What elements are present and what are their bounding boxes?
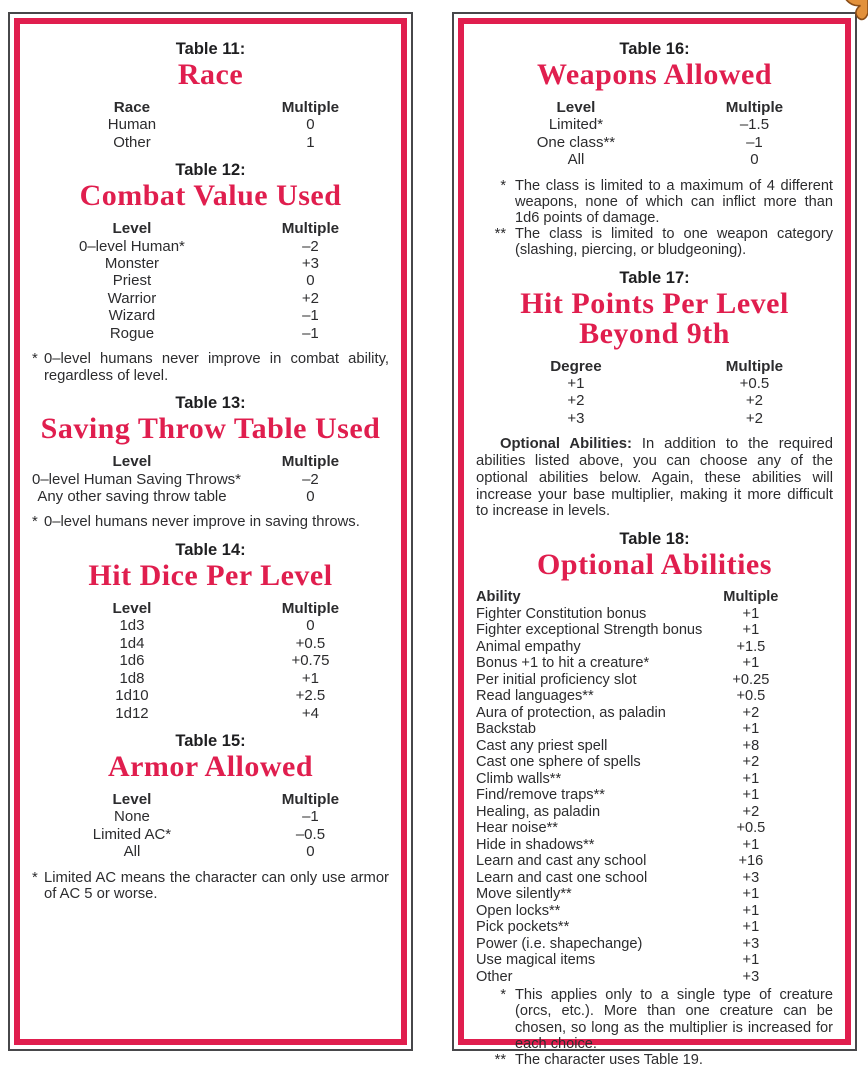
table-cell-label: +2: [567, 392, 585, 410]
table-row: [476, 952, 833, 969]
table-cell-value: +1: [742, 836, 760, 853]
table-cell-value: –1: [302, 808, 319, 826]
table-label: Table 14:: [175, 541, 246, 560]
table-title-line: Hit Dice Per Level: [88, 559, 333, 593]
table-section: [32, 160, 389, 342]
column-header-right: Multiple: [723, 589, 779, 606]
table-header-row: [32, 453, 389, 470]
table-title: [32, 561, 389, 591]
table-cell-label: Aura of protection, as paladin: [476, 704, 666, 721]
table-cell-value: +1: [742, 605, 760, 622]
column-header-right: Multiple: [281, 453, 340, 471]
table-row: [476, 853, 833, 870]
table-cell-value: +4: [301, 704, 319, 722]
table-cell-value: –1.5: [739, 116, 770, 134]
table-header-row: [32, 600, 389, 617]
table-row: [476, 622, 833, 639]
table-cell-label: Warrior: [107, 289, 157, 307]
column-header-right: Multiple: [725, 99, 784, 116]
table-cell-label: Read languages**: [476, 688, 594, 705]
table-label: Table 18:: [619, 530, 690, 549]
table-row: [32, 325, 389, 342]
table-cell-label: Monster: [104, 255, 160, 273]
footnote-marker: **: [494, 1052, 506, 1068]
table-cell-value: +1: [742, 787, 760, 804]
footnote-block: [32, 870, 389, 903]
table-row: [476, 116, 833, 133]
table-cell-value: +1: [742, 721, 760, 738]
column-header-right: Multiple: [725, 357, 784, 375]
table-cell-label: 1d12: [115, 704, 149, 722]
footnote-marker: *: [32, 351, 38, 368]
table-cell-value: +1: [742, 886, 760, 903]
table-cell-label: Pick pockets**: [476, 919, 570, 936]
table-label: Table 16:: [619, 40, 690, 58]
table-cell-value: –2: [302, 470, 319, 488]
table-cell-label: Other: [476, 968, 513, 985]
table-cell-label: Fighter Constitution bonus: [476, 605, 647, 622]
table-section: [476, 268, 833, 428]
table-cell-value: +2: [742, 754, 760, 771]
column-header-left: Level: [112, 600, 152, 618]
table-cell-label: Limited AC*: [92, 825, 172, 843]
column-header-left: Level: [112, 790, 152, 808]
table-cell-label: 1d8: [119, 669, 145, 687]
table-title-line: Weapons Allowed: [536, 58, 773, 91]
table-cell-label: 1d10: [115, 687, 149, 705]
table-cell-value: –1: [302, 307, 319, 325]
table-title-line: Beyond 9th: [579, 316, 730, 350]
table-cell-value: +1: [301, 669, 319, 687]
table-cell-value: +1: [742, 902, 760, 919]
footnote-text: 0–level humans never improve in combat ability, regardless of level.: [44, 351, 389, 384]
table-row: [476, 771, 833, 788]
left-column-content: [32, 39, 389, 903]
table-row: [476, 134, 833, 151]
table-header-row: [476, 358, 833, 375]
table-row: [476, 936, 833, 953]
footnote-block: [476, 178, 833, 259]
table-cell-label: Learn and cast any school: [476, 853, 647, 870]
footnote-marker: *: [32, 869, 38, 886]
table-cell-label: Use magical items: [476, 952, 596, 969]
table-header-row: [476, 589, 833, 606]
table-cell-value: –2: [302, 237, 319, 255]
table-cell-label: 0–level Human*: [79, 237, 185, 255]
table-cell-value: +2.5: [295, 687, 326, 705]
footnote-marker: *: [500, 177, 506, 194]
body-paragraph: [476, 436, 833, 520]
footnote: [32, 870, 389, 903]
table-row: [476, 151, 833, 168]
table-title: [476, 60, 833, 90]
table-row: [476, 837, 833, 854]
footnote-text: This applies only to a single type of creature (orcs, etc.). More than one creature can be chosen, so long as the multiplier is increased for each choice.: [515, 987, 833, 1052]
table-cell-label: Rogue: [109, 324, 155, 342]
table-cell-label: 1d6: [119, 652, 145, 670]
table-row: [476, 787, 833, 804]
table-row: [476, 410, 833, 427]
table-row: [32, 134, 389, 151]
table-row: [476, 820, 833, 837]
table-cell-label: Bonus +1 to hit a creature*: [476, 655, 650, 672]
table-cell-label: Hear noise**: [476, 820, 558, 837]
footnote: [476, 987, 833, 1052]
table-row: [476, 705, 833, 722]
table-cell-label: 1d3: [119, 617, 145, 635]
footnote-marker: *: [500, 987, 506, 1004]
corner-illustration-shape: [845, 0, 868, 19]
footnote: [32, 351, 389, 384]
table-title-line: Armor Allowed: [107, 749, 314, 783]
table-row: [32, 238, 389, 255]
table-row: [476, 392, 833, 409]
column-header-left: Level: [556, 99, 596, 116]
table-cell-value: +2: [745, 392, 763, 410]
column-header-right: Multiple: [281, 790, 340, 808]
table-title: [32, 749, 389, 783]
table-title: [32, 60, 389, 90]
table-row: [32, 635, 389, 652]
table-cell-value: –0.5: [295, 825, 326, 843]
table-cell-value: +1: [742, 919, 760, 936]
table-title-line: Saving Throw Table Used: [40, 412, 381, 446]
table-title: [32, 181, 389, 211]
right-column-content: [476, 39, 833, 1068]
table-cell-value: +0.5: [736, 820, 766, 837]
table-cell-label: Limited*: [548, 116, 604, 134]
table-row: [476, 886, 833, 903]
footnote-block: [32, 351, 389, 384]
table-cell-label: Priest: [112, 272, 152, 290]
table-cell-label: Fighter exceptional Strength bonus: [476, 622, 703, 639]
table-cell-value: +0.75: [291, 652, 330, 670]
table-row: [476, 639, 833, 656]
table-cell-value: 1: [306, 133, 315, 151]
table-row: [32, 307, 389, 324]
table-section: [32, 540, 389, 722]
table-header-row: [32, 220, 389, 237]
table-cell-label: Find/remove traps**: [476, 787, 605, 804]
table-cell-value: +0.5: [295, 634, 326, 652]
footnote-marker: *: [32, 514, 38, 531]
footnote: [476, 1052, 833, 1068]
table-cell-value: 0: [306, 617, 315, 635]
table-row: [32, 272, 389, 289]
table-cell-value: +0.25: [732, 671, 770, 688]
table-title: [476, 550, 833, 580]
table-cell-label: Backstab: [476, 721, 537, 738]
table-cell-value: +1: [742, 655, 760, 672]
table-cell-value: +0.5: [739, 375, 770, 393]
table-section: [476, 39, 833, 169]
table-cell-value: +2: [301, 289, 319, 307]
table-title-line: Combat Value Used: [79, 179, 342, 213]
table-label: Table 17:: [619, 268, 690, 287]
paragraph-lead: Optional Abilities:: [500, 436, 632, 453]
table-cell-label: Per initial proficiency slot: [476, 671, 637, 688]
table-row: [476, 606, 833, 623]
table-row: [476, 721, 833, 738]
table-cell-label: All: [123, 843, 141, 861]
table-label: Table 13:: [175, 394, 246, 413]
table-cell-value: +16: [738, 853, 764, 870]
footnote-text: Limited AC means the character can only use armor of AC 5 or worse.: [44, 869, 389, 903]
table-cell-value: +1: [742, 622, 760, 639]
table-row: [32, 705, 389, 722]
table-title: [32, 414, 389, 444]
footnote: [32, 514, 389, 531]
table-section: [32, 731, 389, 861]
table-cell-value: +1: [742, 952, 760, 969]
table-row: [476, 919, 833, 936]
table-cell-label: Hide in shadows**: [476, 836, 595, 853]
column-header-left: Ability: [476, 589, 521, 606]
paragraph-text: In addition to the required abilities listed above, you can choose any of the optional abilities below. Again, these abilities will increase your base multiplier, making it more difficult to increase in levels.: [476, 436, 833, 520]
table-cell-label: Learn and cast one school: [476, 869, 648, 886]
footnote-text: The class is limited to a maximum of 4 different weapons, none of which can inflict more than 1d6 points of damage.: [515, 177, 833, 227]
table-row: [32, 652, 389, 669]
table-cell-label: Move silently**: [476, 886, 572, 903]
table-cell-value: –1: [746, 133, 763, 151]
table-row: [476, 969, 833, 986]
table-row: [32, 670, 389, 687]
column-header-right: Multiple: [281, 600, 340, 618]
table-cell-label: Other: [113, 133, 151, 151]
table-header-row: [32, 99, 389, 116]
table-row: [32, 471, 389, 488]
table-row: [32, 843, 389, 860]
table-cell-label: Cast any priest spell: [476, 737, 608, 754]
table-cell-label: All: [567, 151, 585, 169]
table-cell-value: +2: [745, 409, 763, 427]
table-cell-label: Cast one sphere of spells: [476, 754, 641, 771]
table-title: [476, 286, 833, 350]
right-panel-frame: [458, 18, 851, 1068]
table-title-line: Optional Abilities: [537, 548, 772, 582]
table-title-line: Race: [177, 58, 244, 91]
table-row: [476, 688, 833, 705]
table-cell-value: 0: [306, 843, 315, 861]
column-header-right: Multiple: [281, 99, 340, 116]
column-header-left: Level: [112, 453, 152, 471]
column-header-right: Multiple: [281, 220, 340, 238]
footnote-block: [32, 514, 389, 531]
table-cell-label: Climb walls**: [476, 770, 562, 787]
table-row: [476, 738, 833, 755]
footnote-marker: **: [494, 226, 506, 243]
table-cell-value: +3: [742, 935, 760, 952]
table-row: [476, 903, 833, 920]
column-header-left: Degree: [550, 357, 602, 375]
table-cell-value: +3: [742, 968, 760, 985]
table-cell-label: Healing, as paladin: [476, 803, 601, 820]
table-row: [32, 290, 389, 307]
table-cell-value: +2: [742, 704, 760, 721]
table-cell-label: 0–level Human Saving Throws*: [32, 470, 241, 488]
table-row: [476, 870, 833, 887]
footnote: [476, 178, 833, 227]
left-panel: [8, 12, 413, 1051]
table-cell-label: Any other saving throw table: [37, 488, 227, 506]
table-cell-value: 0: [306, 488, 315, 506]
table-cell-value: 0: [306, 272, 315, 290]
table-cell-label: One class**: [536, 133, 616, 151]
table-row: [476, 375, 833, 392]
table-label: Table 11:: [175, 40, 246, 58]
table-cell-label: Human: [107, 116, 157, 134]
footnote-text: The character uses Table 19.: [515, 1052, 703, 1068]
footnote-block: [476, 987, 833, 1068]
table-cell-value: +8: [742, 737, 760, 754]
table-row: [476, 655, 833, 672]
table-cell-label: None: [114, 808, 150, 826]
table-row: [32, 617, 389, 634]
table-cell-value: +0.5: [736, 688, 766, 705]
column-header-left: Race: [113, 99, 151, 116]
column-header-left: Level: [112, 220, 152, 238]
table-section: [476, 529, 833, 985]
table-row: [32, 808, 389, 825]
table-cell-label: Open locks**: [476, 902, 561, 919]
table-title-line: Hit Points Per Level: [520, 286, 789, 320]
table-cell-value: –1: [302, 324, 319, 342]
table-cell-value: +1.5: [736, 638, 766, 655]
table-row: [476, 672, 833, 689]
table-cell-label: Wizard: [108, 307, 156, 325]
table-header-row: [32, 791, 389, 808]
table-cell-value: +2: [742, 803, 760, 820]
table-row: [32, 116, 389, 133]
table-cell-label: +1: [567, 375, 585, 393]
table-cell-value: 0: [750, 151, 759, 169]
footnote: [476, 226, 833, 258]
table-cell-value: +3: [301, 255, 319, 273]
table-row: [32, 826, 389, 843]
table-cell-value: 0: [306, 116, 315, 134]
table-row: [476, 754, 833, 771]
table-cell-label: +3: [567, 409, 585, 427]
table-cell-value: +3: [742, 869, 760, 886]
table-section: [32, 393, 389, 505]
table-cell-label: Animal empathy: [476, 638, 581, 655]
table-label: Table 12:: [175, 161, 246, 180]
table-label: Table 15:: [175, 731, 246, 750]
footnote-text: The class is limited to one weapon category (slashing, piercing, or bludgeoning).: [515, 226, 833, 259]
right-panel: [452, 12, 857, 1068]
corner-illustration: [838, 0, 868, 26]
left-panel-frame: [14, 18, 407, 1045]
table-cell-value: +1: [742, 770, 760, 787]
table-cell-label: Power (i.e. shapechange): [476, 935, 643, 952]
table-row: [32, 488, 389, 505]
table-row: [476, 804, 833, 821]
table-row: [32, 255, 389, 272]
table-section: [32, 39, 389, 151]
table-row: [32, 687, 389, 704]
table-cell-label: 1d4: [119, 634, 145, 652]
footnote-text: 0–level humans never improve in saving throws.: [44, 514, 360, 531]
table-header-row: [476, 99, 833, 116]
